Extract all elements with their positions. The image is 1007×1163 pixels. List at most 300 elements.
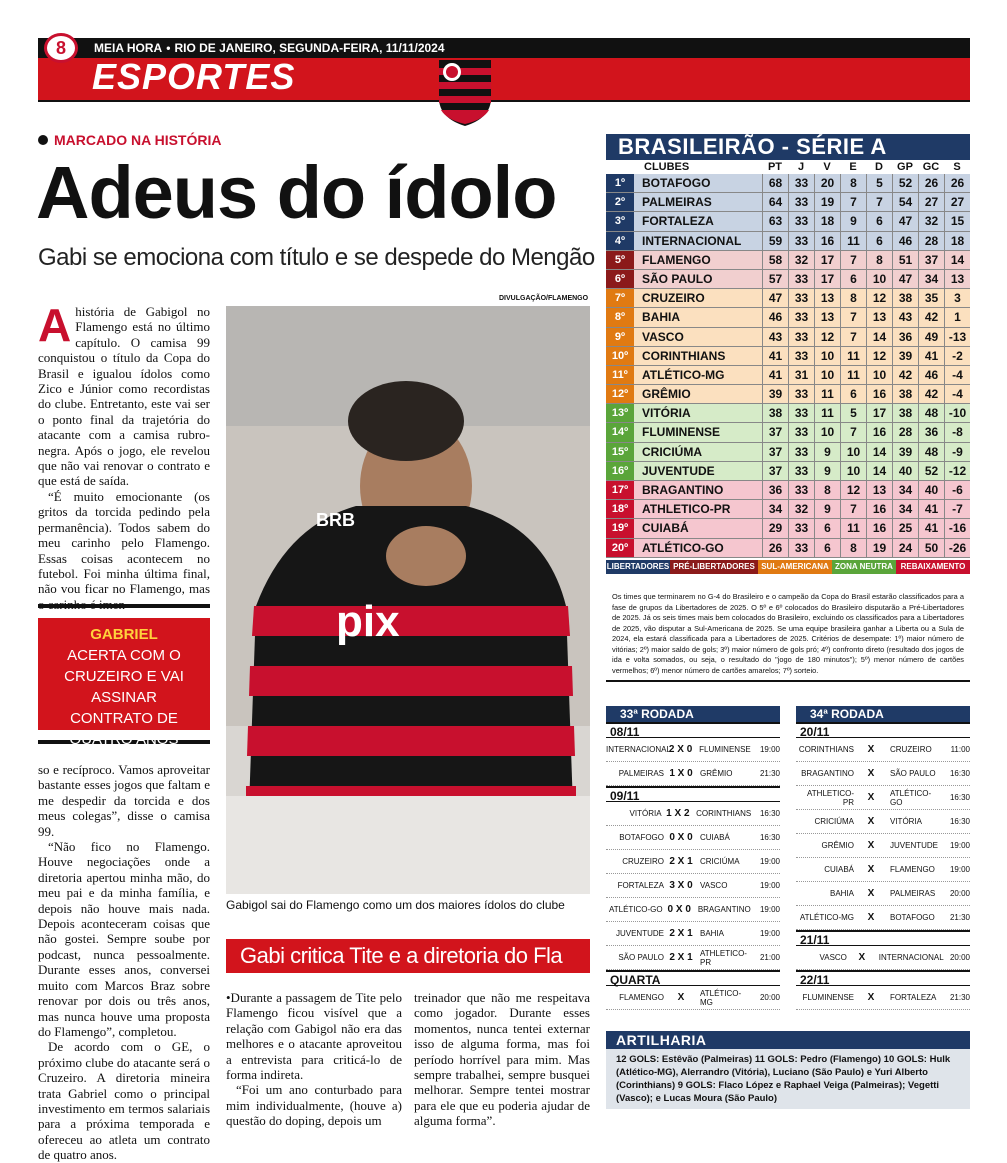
stat-cell: 64 xyxy=(762,193,788,211)
table-header xyxy=(606,160,970,174)
stat-cell: 47 xyxy=(762,289,788,307)
section-subtitle: Gabi critica Tite e a diretoria do Fla xyxy=(226,939,590,973)
stat-cell: 33 xyxy=(788,347,814,365)
match-row xyxy=(606,874,780,898)
stat-cell: 57 xyxy=(762,270,788,288)
club-cell: CUIABÁ xyxy=(642,521,689,536)
stat-cell: 33 xyxy=(788,539,814,557)
stat-cell: 32 xyxy=(918,212,944,230)
stat-cell: 48 xyxy=(918,443,944,461)
stat-cell: 17 xyxy=(814,270,840,288)
table-row xyxy=(606,270,970,289)
stat-cell: 58 xyxy=(762,251,788,269)
position-cell: 10º xyxy=(606,347,634,365)
club-cell: BAHIA xyxy=(642,310,680,325)
column-header: PT xyxy=(767,161,783,173)
separator-dot: • xyxy=(166,41,171,55)
stat-cell: 8 xyxy=(840,539,866,557)
match-row xyxy=(606,826,780,850)
match-row xyxy=(606,898,780,922)
match-date: QUARTA xyxy=(606,970,780,986)
match-row xyxy=(796,946,970,970)
away-team: JUVENTUDE xyxy=(890,841,939,850)
legend-sul-americana: SUL-AMERICANA xyxy=(758,560,832,574)
club-cell: VITÓRIA xyxy=(642,406,691,421)
club-cell: CRUZEIRO xyxy=(642,291,705,306)
column-header: J xyxy=(797,161,805,173)
stat-cell: 36 xyxy=(762,481,788,499)
stat-cell: 28 xyxy=(892,423,918,441)
stat-cell: 41 xyxy=(762,347,788,365)
table-row xyxy=(606,289,970,308)
table-row xyxy=(606,347,970,366)
score: 2 X 1 xyxy=(669,952,693,963)
svg-text:BRB: BRB xyxy=(316,510,355,530)
home-team: JUVENTUDE xyxy=(615,929,664,938)
stat-cell: 37 xyxy=(762,423,788,441)
legend-pre-libertadores: PRÉ-LIBERTADORES xyxy=(670,560,758,574)
stat-cell: 40 xyxy=(892,462,918,480)
score: X xyxy=(867,992,875,1003)
kickoff-time: 19:00 xyxy=(759,929,780,938)
stat-cell: 16 xyxy=(866,500,892,518)
stat-cell: 15 xyxy=(944,212,970,230)
table-row xyxy=(606,404,970,423)
position-cell: 2º xyxy=(606,193,634,211)
home-team: VASCO xyxy=(819,953,847,962)
position-cell: 4º xyxy=(606,232,634,250)
stat-cell: 3 xyxy=(944,289,970,307)
stat-cell: 10 xyxy=(814,347,840,365)
stat-cell: 34 xyxy=(762,500,788,518)
stat-cell: 33 xyxy=(788,481,814,499)
club-cell: CORINTHIANS xyxy=(642,348,726,363)
club-cell: BOTAFOGO xyxy=(642,176,711,190)
stat-cell: 43 xyxy=(762,328,788,346)
stat-cell: 14 xyxy=(866,443,892,461)
stat-cell: 33 xyxy=(788,270,814,288)
stat-cell: 5 xyxy=(866,174,892,192)
round-33 xyxy=(606,706,780,1010)
page-number: 8 xyxy=(44,33,78,63)
stat-cell: 63 xyxy=(762,212,788,230)
stat-cell: 54 xyxy=(892,193,918,211)
top-scorers-text: 12 GOLS: Estêvão (Palmeiras) 11 GOLS: Pedro (Flamengo) 10 GOLS: Hulk (Atlético-MG), Alerrandro (Vitória), Luciano (São Paulo) e Yuri Alberto (Corinthians) 9 GOLS: Flaco López e Raphael Veiga (Palmeiras); Vegetti (Vasco); e Lucas Moura (São Paulo) xyxy=(606,1049,970,1109)
stat-cell: 33 xyxy=(788,232,814,250)
stat-cell: 7 xyxy=(840,328,866,346)
club-cell: ATLÉTICO-GO xyxy=(642,540,724,555)
subheadline: Gabi se emociona com título e se despede do Mengão xyxy=(38,244,595,271)
stat-cell: -4 xyxy=(944,366,970,384)
headline: Adeus do ídolo xyxy=(36,151,557,234)
stat-cell: -16 xyxy=(944,519,970,537)
kickoff-time: 16:30 xyxy=(759,809,780,818)
home-team: VITÓRIA xyxy=(629,809,662,818)
stat-cell: 36 xyxy=(892,328,918,346)
stat-cell: 26 xyxy=(944,174,970,192)
stat-cell: 13 xyxy=(814,289,840,307)
top-scorers-title: ARTILHARIA xyxy=(606,1031,970,1049)
stat-cell: 38 xyxy=(892,289,918,307)
stat-cell: -12 xyxy=(944,462,970,480)
home-team: CUIABÁ xyxy=(824,865,854,874)
stat-cell: 42 xyxy=(918,385,944,403)
stat-cell: 25 xyxy=(892,519,918,537)
table-body xyxy=(606,174,970,558)
kickoff-time: 16:30 xyxy=(949,817,970,826)
home-team: GRÊMIO xyxy=(821,841,854,850)
match-row xyxy=(606,850,780,874)
match-date: 21/11 xyxy=(796,930,970,946)
stat-cell: 7 xyxy=(840,308,866,326)
stat-cell: 28 xyxy=(918,232,944,250)
stat-cell: 6 xyxy=(840,270,866,288)
article-column-1 xyxy=(38,299,210,612)
position-cell: 18º xyxy=(606,500,634,518)
home-team: ATHLETICO-PR xyxy=(807,788,854,807)
stat-cell: 32 xyxy=(788,251,814,269)
stat-cell: 34 xyxy=(892,481,918,499)
kickoff-time: 21:30 xyxy=(949,913,970,922)
away-team: CRUZEIRO xyxy=(890,745,932,754)
column-header: GC xyxy=(922,161,940,173)
position-cell: 15º xyxy=(606,443,634,461)
kickoff-time: 21:00 xyxy=(759,953,780,962)
stat-cell: 26 xyxy=(762,539,788,557)
position-cell: 5º xyxy=(606,251,634,269)
stat-cell: 7 xyxy=(840,500,866,518)
paragraph: treinador que não me respeitava como jogador. Durante esses momentos, nunca tentei externar isso de alguma forma, mas foi período horrível para mim. Mas sempre trabalhei, sempre busquei melhorar. Sempre tentei mostrar para ele que eu poderia ajudar de alguma forma”. xyxy=(414,990,590,1129)
match-row xyxy=(796,882,970,906)
flamengo-crest-icon xyxy=(435,58,495,128)
score: X xyxy=(867,864,875,875)
match-date: 08/11 xyxy=(606,722,780,738)
stat-cell: 12 xyxy=(814,328,840,346)
home-team: CRUZEIRO xyxy=(622,857,664,866)
paragraph: “É muito emocionante (os gritos da torcida pedindo pela permanência). Todos sabem do meu carinho pelo Flamengo. Essas coisas acontecem no futebol. Foi minha última final, não vou ficar no Flamengo, mas o carinho é imen- xyxy=(38,488,210,612)
stat-cell: -6 xyxy=(944,481,970,499)
match-row xyxy=(796,986,970,1010)
stat-cell: -8 xyxy=(944,423,970,441)
paper-name: MEIA HORA xyxy=(94,41,163,55)
score: X xyxy=(867,840,875,851)
home-team: BOTAFOGO xyxy=(619,833,664,842)
stat-cell: -2 xyxy=(944,347,970,365)
score: 2 X 1 xyxy=(669,856,693,867)
away-team: CORINTHIANS xyxy=(696,809,752,818)
away-team: ATHLETICO-PR xyxy=(700,948,747,967)
table-row xyxy=(606,308,970,327)
club-cell: FORTALEZA xyxy=(642,214,714,229)
stat-cell: 6 xyxy=(866,212,892,230)
stat-cell: 42 xyxy=(892,366,918,384)
away-team: SÃO PAULO xyxy=(890,769,936,778)
kickoff-time: 20:00 xyxy=(949,889,970,898)
match-row xyxy=(796,834,970,858)
home-team: BAHIA xyxy=(829,889,854,898)
stat-cell: 39 xyxy=(892,443,918,461)
score: X xyxy=(867,912,875,923)
stat-cell: 68 xyxy=(762,174,788,192)
match-row xyxy=(606,762,780,786)
kickoff-time: 16:30 xyxy=(949,769,970,778)
legend-libertadores: LIBERTADORES xyxy=(606,560,670,574)
stat-cell: 39 xyxy=(892,347,918,365)
match-date: 09/11 xyxy=(606,786,780,802)
round-title: 33ª RODADA xyxy=(606,706,780,722)
stat-cell: 38 xyxy=(762,404,788,422)
away-team: ATLÉTICO-MG xyxy=(700,988,742,1007)
stat-cell: 33 xyxy=(788,404,814,422)
stat-cell: 36 xyxy=(918,423,944,441)
stat-cell: 16 xyxy=(866,385,892,403)
stat-cell: 13 xyxy=(866,308,892,326)
kickoff-time: 11:00 xyxy=(950,745,970,754)
header-spacer xyxy=(606,160,634,174)
column-header: D xyxy=(875,161,883,173)
stat-cell: 19 xyxy=(814,193,840,211)
table-row xyxy=(606,366,970,385)
kickoff-time: 20:00 xyxy=(949,953,970,962)
stat-cell: 10 xyxy=(814,423,840,441)
stat-cell: 11 xyxy=(840,232,866,250)
away-team: GRÊMIO xyxy=(700,769,733,778)
position-cell: 6º xyxy=(606,270,634,288)
stat-cell: 6 xyxy=(814,539,840,557)
match-row xyxy=(796,762,970,786)
match-row xyxy=(796,786,970,810)
stat-cell: 10 xyxy=(840,443,866,461)
away-team: BAHIA xyxy=(700,929,725,938)
stat-cell: 39 xyxy=(762,385,788,403)
match-row xyxy=(606,922,780,946)
stat-cell: 8 xyxy=(814,481,840,499)
paragraph: De acordo com o GE, o próximo clube do atacante será o Cruzeiro. A diretoria mineira trata Gabriel como o principal investimento em termos salariais para a próxima temporada e ofereceu ao atleta um contrato de quatro anos. xyxy=(38,1039,210,1163)
club-cell: VASCO xyxy=(642,329,684,344)
match-date: 20/11 xyxy=(796,722,970,738)
photo-credit: DIVULGAÇÃO/FLAMENGO xyxy=(499,295,589,302)
stat-cell: -10 xyxy=(944,404,970,422)
match-date: 22/11 xyxy=(796,970,970,986)
paragraph: “Foi um ano conturbado para mim individualmente, (houve a) questão do doping, depois um xyxy=(226,1082,402,1129)
table-notes: Os times que terminarem no G-4 do Brasileiro e o campeão da Copa do Brasil estarão classificados para a fase de grupos da Libertadores de 2025. O 5º e 6º colocados do Brasileiro disputarão a Pré-Libertadores de 2025. Já os seis times mais bem colocados do Brasileiro, excluindo os classificados para a Libertadores de 2025, vão disputar a Sul-Americana de 2025. Se uma equipe brasileira ganhar a Liberta ou a Sula de 2024, ela estará classificada para a Libertadores de 2025. Critérios de desempate: 1º) maior número de vitórias; 2º) maior saldo de gols; 3º) maior número de gols pró; 4º) confronto direto (resultado dos jogos de ida e volta somados, ou seja, o resultado do "jogo de 180 minutos"); 5º) menor número de cartões vermelhos; 6º) menor número de cartões amarelos; 7º) sorteio. xyxy=(606,590,970,682)
stat-cell: 11 xyxy=(840,519,866,537)
club-cell: ATLÉTICO-MG xyxy=(642,367,725,382)
club-cell: PALMEIRAS xyxy=(642,195,712,210)
round-34 xyxy=(796,706,970,1010)
table-title: BRASILEIRÃO - SÉRIE A xyxy=(606,134,970,160)
quote-text: ACERTA COM O CRUZEIRO E VAI ASSINAR CONTRATO DE QUATRO ANOS xyxy=(64,647,184,748)
round-matches xyxy=(796,722,970,1010)
stat-cell: 16 xyxy=(814,232,840,250)
match-row xyxy=(796,810,970,834)
stat-cell: 9 xyxy=(814,462,840,480)
position-cell: 8º xyxy=(606,308,634,326)
away-team: INTERNACIONAL xyxy=(878,953,944,962)
paragraph: “Não fico no Flamengo. Houve negociações onde a diretoria apertou minha mão, do meu pai e da minha família, e depois não houve mais nada. Depois aconteceram coisas que não gostei. Sempre soube por podcast, nunca pessoalmente. Durante esses anos, conversei muito com Marcos Braz sobre renovar por dois ou três anos, mas nunca houve uma proposta do Flamengo”, completou. xyxy=(38,839,210,1039)
stat-cell: 16 xyxy=(866,423,892,441)
stat-cell: 31 xyxy=(788,366,814,384)
stat-cell: -13 xyxy=(944,328,970,346)
home-team: CRICIÚMA xyxy=(814,817,854,826)
stat-cell: 46 xyxy=(892,232,918,250)
paragraph: so e recíproco. Vamos aproveitar bastante esses jogos que faltam e me despedir da torcida e dos meus colegas”, disse o camisa 99. xyxy=(38,762,210,839)
stat-cell: 48 xyxy=(918,404,944,422)
match-row xyxy=(606,802,780,826)
away-team: VASCO xyxy=(700,881,728,890)
stat-cell: 8 xyxy=(840,174,866,192)
match-row xyxy=(796,906,970,930)
table-row xyxy=(606,481,970,500)
article-column-2 xyxy=(226,990,402,1129)
club-cell: BRAGANTINO xyxy=(642,483,724,497)
position-cell: 19º xyxy=(606,519,634,537)
score: 3 X 0 xyxy=(669,880,693,891)
stat-cell: 47 xyxy=(892,270,918,288)
table-row xyxy=(606,193,970,212)
stat-cell: 11 xyxy=(814,385,840,403)
stat-cell: 41 xyxy=(918,347,944,365)
away-team: ATLÉTICO-GO xyxy=(890,788,932,807)
section-name: ESPORTES xyxy=(92,56,296,97)
stat-cell: 8 xyxy=(866,251,892,269)
column-header: CLUBES xyxy=(644,161,690,173)
away-team: BRAGANTINO xyxy=(697,905,751,914)
score: X xyxy=(858,952,866,963)
stat-cell: 33 xyxy=(788,519,814,537)
table-row xyxy=(606,232,970,251)
table-row xyxy=(606,328,970,347)
club-cell: GRÊMIO xyxy=(642,387,691,402)
stat-cell: 52 xyxy=(892,174,918,192)
bullet-dot xyxy=(38,135,48,145)
paragraph: •Durante a passagem de Tite pelo Flamengo ficou visível que a relação com Gabigol não era das melhores e o atacante aproveitou a entrevista para criticá-lo de forma indireta. xyxy=(226,990,402,1083)
table-legend xyxy=(606,560,970,574)
article-column-3 xyxy=(414,990,590,1129)
article-column-1-cont xyxy=(38,762,210,1163)
stat-cell: 24 xyxy=(892,539,918,557)
stat-cell: 50 xyxy=(918,539,944,557)
kicker xyxy=(38,132,221,148)
stat-cell: 33 xyxy=(788,443,814,461)
score: X xyxy=(867,816,875,827)
position-cell: 11º xyxy=(606,366,634,384)
table-row xyxy=(606,385,970,404)
kickoff-time: 16:30 xyxy=(949,793,970,802)
score: 2 X 1 xyxy=(669,928,693,939)
stat-cell: 16 xyxy=(866,519,892,537)
home-team: INTERNACIONAL xyxy=(606,745,671,754)
stat-cell: 11 xyxy=(840,347,866,365)
stat-cell: 7 xyxy=(840,193,866,211)
score: X xyxy=(867,744,875,755)
stat-cell: 42 xyxy=(918,308,944,326)
position-cell: 1º xyxy=(606,174,634,192)
stat-cell: 9 xyxy=(840,212,866,230)
home-team: ATLÉTICO-MG xyxy=(799,913,854,922)
stat-cell: 9 xyxy=(814,443,840,461)
home-team: BRAGANTINO xyxy=(801,769,854,778)
score: X xyxy=(867,792,875,803)
stat-cell: 51 xyxy=(892,251,918,269)
stat-cell: 14 xyxy=(866,328,892,346)
position-cell: 13º xyxy=(606,404,634,422)
stat-cell: 47 xyxy=(892,212,918,230)
stat-cell: 46 xyxy=(918,366,944,384)
kickoff-time: 21:30 xyxy=(759,769,780,778)
club-cell: CRICIÚMA xyxy=(642,444,702,459)
paragraph: história de Gabigol no Flamengo está no último capítulo. O camisa 99 conquistou o título da Copa do Brasil e igualou ídolos como Zico e Júnior como recordistas do clube. Entretanto, este vai ser o ponto final da trajetória do atacante com a camisa rubro-negra. Após o jogo, ele revelou que não vai renovar o contrato e que está de saída. xyxy=(38,304,210,489)
stat-cell: 33 xyxy=(788,212,814,230)
stat-cell: 7 xyxy=(840,251,866,269)
stat-cell: 7 xyxy=(866,193,892,211)
position-cell: 3º xyxy=(606,212,634,230)
club-cell: FLUMINENSE xyxy=(642,425,720,440)
stat-cell: 6 xyxy=(840,385,866,403)
kickoff-time: 19:00 xyxy=(949,841,970,850)
location-date: RIO DE JANEIRO, SEGUNDA-FEIRA, 11/11/2024 xyxy=(174,41,445,55)
stat-cell: 17 xyxy=(814,251,840,269)
stat-cell: 11 xyxy=(840,366,866,384)
masthead-bar xyxy=(38,38,970,58)
stat-cell: 41 xyxy=(918,519,944,537)
club-cell: SÃO PAULO xyxy=(642,271,713,286)
standings-table xyxy=(606,134,970,574)
stat-cell: 13 xyxy=(814,308,840,326)
stat-cell: 12 xyxy=(866,289,892,307)
stat-cell: 37 xyxy=(918,251,944,269)
stat-cell: 9 xyxy=(814,500,840,518)
away-team: CRICIÚMA xyxy=(700,857,740,866)
stat-cell: 10 xyxy=(814,366,840,384)
stat-cell: 5 xyxy=(840,404,866,422)
position-cell: 16º xyxy=(606,462,634,480)
stat-cell: 41 xyxy=(918,500,944,518)
stat-cell: 1 xyxy=(944,308,970,326)
stat-cell: 27 xyxy=(944,193,970,211)
kickoff-time: 19:00 xyxy=(759,905,780,914)
position-cell: 14º xyxy=(606,423,634,441)
stat-cell: 18 xyxy=(944,232,970,250)
score: 0 X 0 xyxy=(667,904,691,915)
stat-cell: 37 xyxy=(762,443,788,461)
score: 2 X 0 xyxy=(668,744,693,755)
stat-cell: 14 xyxy=(944,251,970,269)
stat-cell: 35 xyxy=(918,289,944,307)
stat-cell: 37 xyxy=(762,462,788,480)
quote-name: GABRIEL xyxy=(90,626,158,643)
stat-cell: 18 xyxy=(814,212,840,230)
stat-cell: 33 xyxy=(788,174,814,192)
club-cell: FLAMENGO xyxy=(642,252,711,267)
club-cell: JUVENTUDE xyxy=(642,463,715,478)
score: 1 X 0 xyxy=(669,768,693,779)
kickoff-time: 19:00 xyxy=(759,881,780,890)
stat-cell: -4 xyxy=(944,385,970,403)
photo-caption: Gabigol sai do Flamengo como um dos maiores ídolos do clube xyxy=(226,898,565,912)
position-cell: 12º xyxy=(606,385,634,403)
round-matches xyxy=(606,722,780,1010)
stat-cell: 33 xyxy=(788,328,814,346)
stat-cell: 59 xyxy=(762,232,788,250)
stat-cell: 49 xyxy=(918,328,944,346)
stat-cell: 33 xyxy=(788,289,814,307)
stat-cell: 38 xyxy=(892,404,918,422)
table-row xyxy=(606,500,970,519)
score: 1 X 2 xyxy=(666,808,690,819)
home-team: FLUMINENSE xyxy=(802,993,854,1002)
dropcap: A xyxy=(38,299,72,351)
